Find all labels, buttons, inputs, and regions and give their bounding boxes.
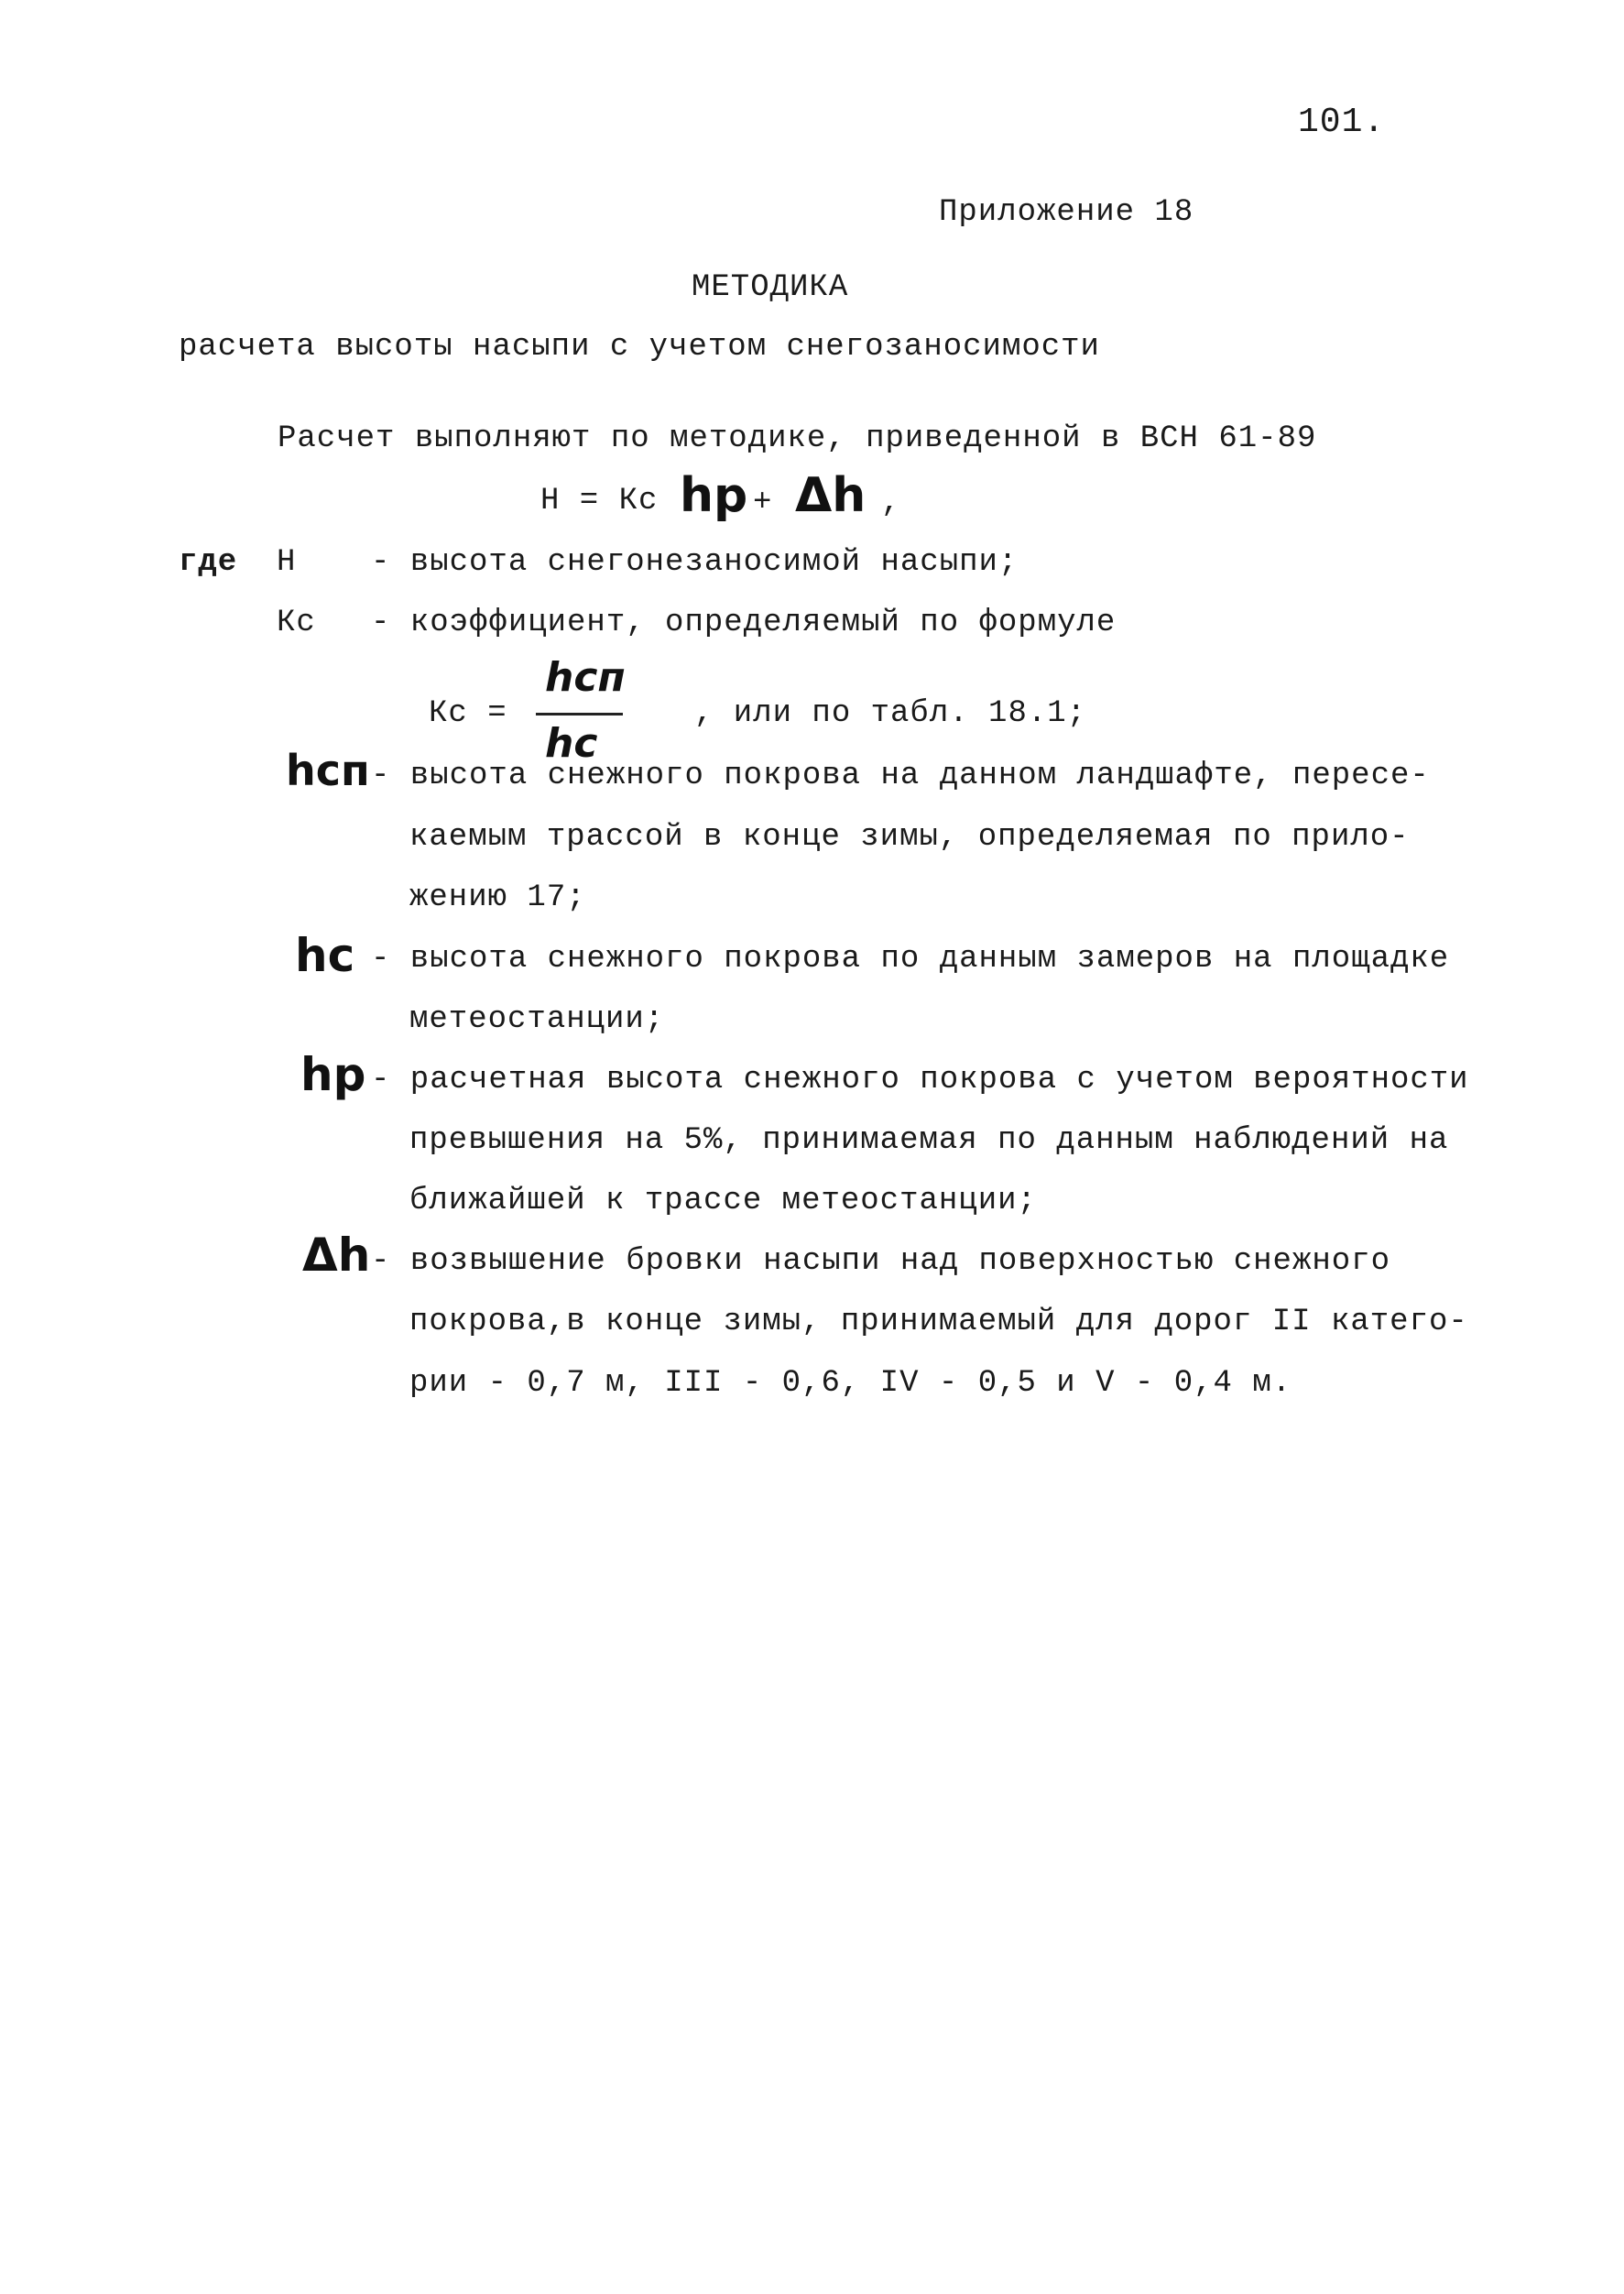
dh-line-3: рии - 0,7 м, III - 0,6, IV - 0,5 и V - 0,4 м. bbox=[409, 1366, 1292, 1401]
kc-formula-tail: , или по табл. 18.1; bbox=[694, 696, 1087, 731]
hsp-symbol: hсп bbox=[286, 746, 370, 795]
hp-line-1: - расчетная высота снежного покрова с учетом вероятности bbox=[371, 1063, 1469, 1098]
hc-symbol: hс bbox=[295, 929, 355, 982]
where-label: где bbox=[179, 545, 238, 580]
hp-line-3: ближайшей к трассе метеостанции; bbox=[409, 1184, 1037, 1218]
Kc-description: - коэффициент, определяемый по формуле bbox=[371, 606, 1117, 640]
kc-fraction-bar bbox=[536, 713, 623, 716]
hsp-line-1: - высота снежного покрова на данном ландшафте, пересе- bbox=[371, 759, 1430, 793]
hp-line-2: превышения на 5%, принимаемая по данным наблюдений на bbox=[409, 1123, 1449, 1158]
intro-text: Расчет выполняют по методике, приведенной в ВСН 61-89 bbox=[278, 421, 1317, 456]
main-formula-plus: + bbox=[753, 486, 773, 520]
hc-line-2: метеостанции; bbox=[409, 1002, 665, 1037]
hsp-line-2: каемым трассой в конце зимы, определяемая по прило- bbox=[409, 820, 1410, 855]
document-title: МЕТОДИКА bbox=[692, 270, 849, 305]
kc-formula-lhs: Кс = bbox=[429, 696, 507, 731]
main-formula-dh: Δh bbox=[795, 468, 866, 523]
kc-formula-denominator: hс bbox=[545, 720, 598, 767]
appendix-label: Приложение 18 bbox=[939, 195, 1194, 230]
kc-formula-numerator: hсп bbox=[545, 654, 626, 701]
dh-symbol: Δh bbox=[302, 1229, 371, 1282]
main-formula-comma: , bbox=[881, 486, 901, 520]
page-number: 101. bbox=[1298, 103, 1386, 142]
document-subtitle: расчета высоты насыпи с учетом снегозаносимости bbox=[179, 330, 1100, 365]
main-formula-lhs: Н = Кс bbox=[540, 484, 659, 519]
H-description: - высота снегонезаносимой насыпи; bbox=[371, 545, 1019, 580]
hp-symbol: hр bbox=[300, 1048, 366, 1101]
hc-line-1: - высота снежного покрова по данным замеров на площадке bbox=[371, 942, 1450, 977]
dh-line-2: покрова,в конце зимы, принимаемый для дорог II катего- bbox=[409, 1305, 1468, 1339]
Kc-symbol: Кс bbox=[277, 606, 316, 640]
dh-line-1: - возвышение бровки насыпи над поверхностью снежного bbox=[371, 1244, 1390, 1279]
hsp-line-3: жению 17; bbox=[409, 880, 586, 915]
main-formula-hp: hр bbox=[680, 468, 748, 523]
H-symbol: Н bbox=[277, 545, 297, 580]
